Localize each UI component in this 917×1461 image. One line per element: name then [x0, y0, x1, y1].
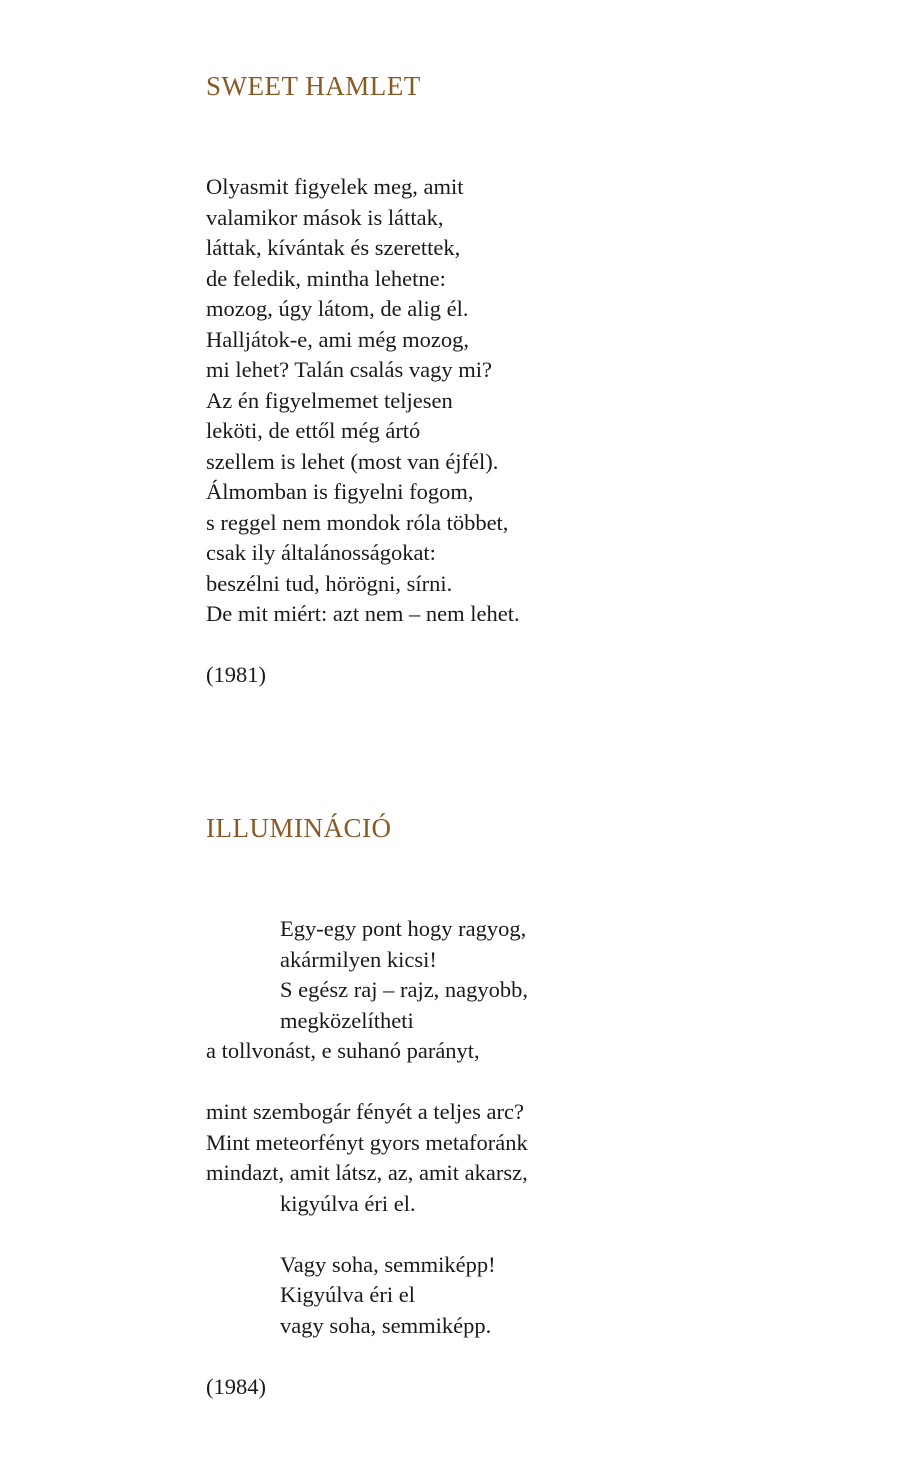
poem-line: szellem is lehet (most van éjfél).: [206, 448, 499, 474]
poem-line: kigyúlva éri el.: [280, 1190, 416, 1216]
poem-line: Olyasmit figyelek meg, amit: [206, 174, 464, 199]
poem-line: mindazt, amit látsz, az, amit akarsz,: [206, 1160, 528, 1185]
poem-line: mint szembogár fényét a teljes arc?: [206, 1099, 524, 1124]
poem-line: Kigyúlva éri el: [280, 1282, 415, 1307]
poem-line: vagy soha, semmiképp.: [280, 1312, 492, 1338]
poem-line: mi lehet? Talán csalás vagy mi?: [206, 357, 493, 382]
poem-title: ILLUMINÁCIÓ: [206, 813, 392, 843]
poem-line: leköti, de ettől még ártó: [206, 418, 421, 443]
poem-line: De mit miért: azt nem – nem lehet.: [206, 601, 520, 626]
poem-line: akármilyen kicsi!: [280, 946, 437, 972]
poem-line: beszélni tud, hörögni, sírni.: [206, 570, 453, 596]
poem-line: Az én figyelmemet teljesen: [206, 387, 453, 413]
poem-year: (1984): [206, 1374, 266, 1399]
poem-body: [206, 172, 520, 630]
poem-year: (1981): [206, 662, 266, 687]
poem-line: láttak, kívántak és szerettek,: [206, 235, 461, 260]
poem-title: SWEET HAMLET: [206, 71, 421, 101]
poem-line: Egy-egy pont hogy ragyog,: [280, 916, 527, 941]
poem-line: Álmomban is figyelni fogom,: [206, 479, 474, 504]
stanza-break: [206, 1067, 528, 1098]
poem-line: s reggel nem mondok róla többet,: [206, 509, 509, 535]
poem-line: Halljátok-e, ami még mozog,: [206, 326, 470, 352]
poem-line: megközelítheti: [280, 1007, 414, 1033]
poem-line: Mint meteorfényt gyors metaforánk: [206, 1129, 528, 1155]
stanza-break: [206, 1219, 528, 1250]
poem-line: Vagy soha, semmiképp!: [280, 1251, 496, 1277]
poem-line: de feledik, mintha lehetne:: [206, 265, 446, 291]
poem-line: csak ily általánosságokat:: [206, 540, 436, 565]
poem-line: S egész raj – rajz, nagyobb,: [280, 977, 529, 1002]
poem-line: mozog, úgy látom, de alig él.: [206, 296, 469, 321]
poem-line: a tollvonást, e suhanó parányt,: [206, 1038, 480, 1063]
poem-line: valamikor mások is láttak,: [206, 204, 444, 230]
poem-body: [206, 914, 528, 1341]
